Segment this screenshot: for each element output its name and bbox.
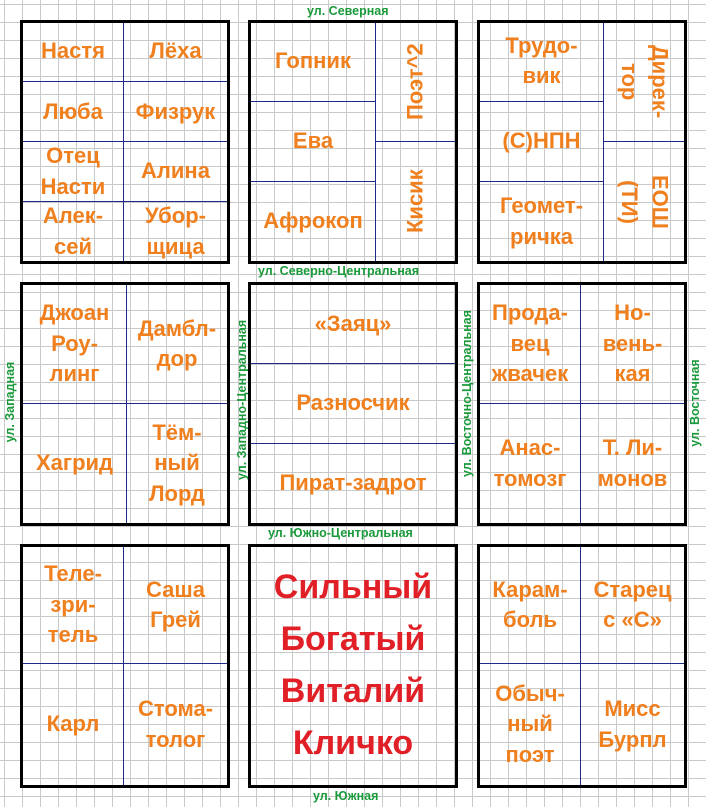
resident-pirate-nerd: Пират-задрот <box>279 470 427 496</box>
resident-aleksey: Алек- сей <box>42 203 104 259</box>
resident-trudovik: Трудо- вик <box>505 32 578 88</box>
resident-geometrichka: Геомет- ричка <box>499 193 584 249</box>
resident-miss-burpl: Мисс Бурпл <box>598 696 667 752</box>
street-east-label: ул. Восточная <box>688 359 702 447</box>
resident-joanne-rowling: Джоан Роу- линг <box>39 300 110 387</box>
resident-tv-viewer: Теле- зри- тель <box>44 561 102 648</box>
street-west-center-label: ул. Западно-Центральная <box>235 319 249 480</box>
resident-courier: Разносчик <box>296 390 410 416</box>
south-line-1: Сильный <box>273 568 433 606</box>
resident-lyuba: Люба <box>43 98 103 124</box>
resident-lyokha: Лёха <box>149 37 202 63</box>
resident-karl: Карл <box>46 711 100 737</box>
divider <box>23 81 227 82</box>
resident-fizruk: Физрук <box>135 98 216 124</box>
south-line-2: Богатый <box>280 620 426 658</box>
resident-dentist: Стома- толог <box>137 696 214 752</box>
resident-karambol: Карам- боль <box>492 576 568 632</box>
street-south-label: ул. Южная <box>313 789 379 803</box>
south-line-3: Виталий <box>280 672 426 710</box>
street-north-label: ул. Северная <box>307 4 389 18</box>
street-west-label: ул. Западная <box>3 361 17 443</box>
resident-ordinary-poet: Обыч- ный поэт <box>495 680 565 767</box>
resident-newcomer: Но- вень- кая <box>602 300 663 387</box>
resident-t-limonov: Т. Ли- монов <box>597 435 668 491</box>
resident-snpn: (С)НПН <box>502 127 581 153</box>
resident-poet-squared: Поэт^2 <box>402 43 428 121</box>
resident-director: Дирек- тор <box>617 45 673 119</box>
resident-alina: Алина <box>141 158 210 184</box>
resident-dark-lord: Тём- ный Лорд <box>149 419 205 506</box>
resident-anastomozg: Анас- томозг <box>493 435 567 491</box>
resident-zayats: «Заяц» <box>314 310 392 336</box>
resident-kisik: Кисик <box>402 169 428 234</box>
south-line-4: Кличко <box>292 724 414 762</box>
resident-elder-s: Старец с «С» <box>593 576 672 632</box>
resident-afrokop: Афрокоп <box>263 208 363 234</box>
resident-gum-seller: Прода- вец жвачек <box>491 300 569 387</box>
resident-nastya: Настя <box>41 37 105 63</box>
resident-dumbledore: Дамбл- дор <box>137 315 217 371</box>
street-east-center-label: ул. Восточно-Центральная <box>460 310 474 477</box>
resident-sasha-grey: Саша Грей <box>146 576 205 632</box>
resident-cleaner: Убор- щица <box>145 203 206 259</box>
resident-eosh: ЕОШ (ТИ) <box>617 174 673 229</box>
street-south-center-label: ул. Южно-Центральная <box>268 526 413 540</box>
resident-hagrid: Хагрид <box>36 450 113 476</box>
resident-gopnik: Гопник <box>275 47 351 73</box>
street-north-center-label: ул. Северно-Центральная <box>258 264 420 278</box>
resident-eva: Ева <box>292 127 334 153</box>
resident-nastya-father: Отец Насти <box>40 143 106 199</box>
